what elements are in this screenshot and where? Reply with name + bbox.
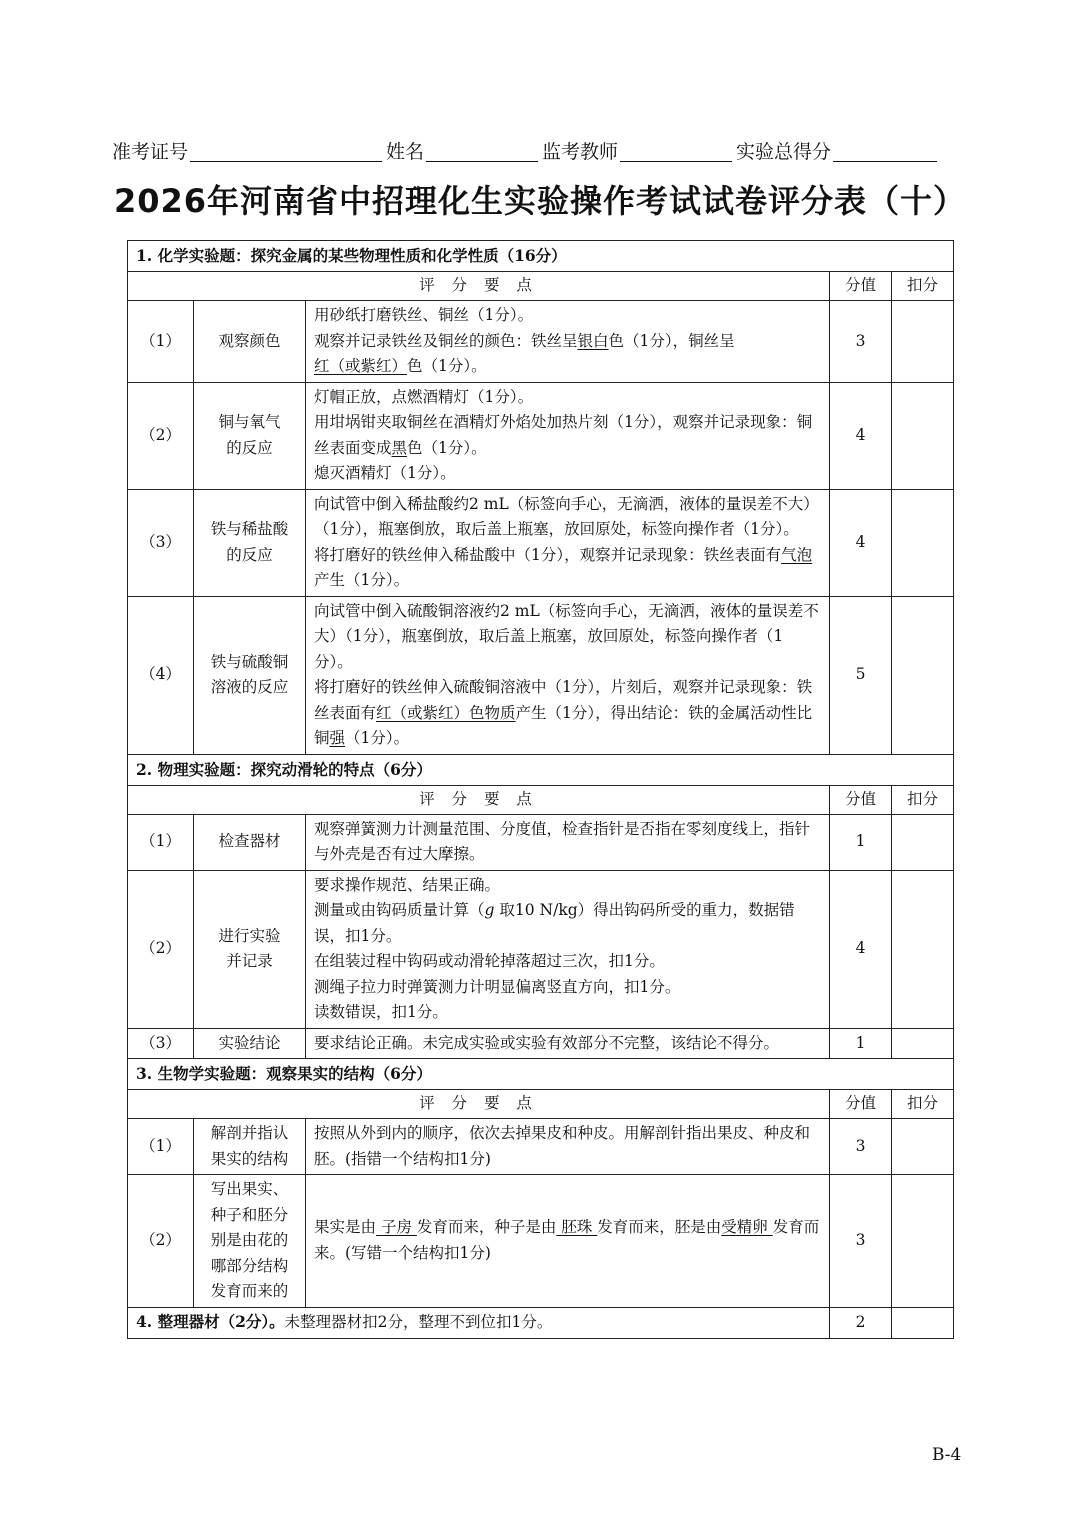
row-deduct-cell[interactable] bbox=[892, 870, 954, 1028]
row-points: 3 bbox=[830, 1119, 892, 1175]
name-label: 姓名 bbox=[386, 141, 425, 163]
proctor-field[interactable] bbox=[620, 139, 732, 162]
row-deduct-cell[interactable] bbox=[892, 1307, 954, 1338]
final-row-label: 4. 整理器材（2分）。 bbox=[136, 1312, 285, 1332]
final-row-criteria: 未整理器材扣2分，整理不到位扣1分。 bbox=[284, 1313, 553, 1332]
row-deduct-cell[interactable] bbox=[892, 301, 954, 383]
row-item: 铁与稀盐酸 的反应 bbox=[194, 489, 306, 596]
row-number: （2） bbox=[128, 870, 194, 1028]
row-item: 检查器材 bbox=[194, 814, 306, 870]
row-deduct-cell[interactable] bbox=[892, 814, 954, 870]
table-row bbox=[128, 596, 954, 754]
col-header-criteria: 评 分 要 点 bbox=[128, 272, 830, 301]
total-score-field[interactable] bbox=[833, 139, 937, 162]
row-points: 1 bbox=[830, 1028, 892, 1059]
row-deduct-cell[interactable] bbox=[892, 489, 954, 596]
page-number: B-4 bbox=[932, 1445, 962, 1465]
col-header-criteria: 评 分 要 点 bbox=[128, 1090, 830, 1119]
final-row-text bbox=[128, 1307, 830, 1338]
table-row bbox=[128, 301, 954, 383]
table-row bbox=[128, 814, 954, 870]
exam-no-field[interactable] bbox=[190, 139, 382, 162]
row-criteria: 要求结论正确。未完成实验或实验有效部分不完整，该结论不得分。 bbox=[306, 1028, 830, 1059]
row-number: （2） bbox=[128, 382, 194, 489]
exam-header-fields bbox=[112, 128, 982, 164]
exam-no-label: 准考证号 bbox=[112, 141, 189, 163]
table-row bbox=[128, 1028, 954, 1059]
col-header-deduct: 扣分 bbox=[892, 785, 954, 814]
row-points: 3 bbox=[830, 301, 892, 383]
col-header-criteria: 评 分 要 点 bbox=[128, 785, 830, 814]
row-deduct-cell[interactable] bbox=[892, 1175, 954, 1308]
row-criteria: 观察弹簧测力计测量范围、分度值，检查指针是否指在零刻度线上，指针与外壳是否有过大摩擦。 bbox=[306, 814, 830, 870]
row-criteria: 向试管中倒入硫酸铜溶液约2 mL（标签向手心，无滴洒，液体的量误差不大）（1分），瓶塞倒放，取后盖上瓶塞，放回原处，标签向操作者（1分）。 将打磨好的铁丝伸入硫酸铜溶液中（1分），片刻后，观察并记录现象：铁丝表面有红（或紫红）色物质产生（1分），得出结论：铁的金属活动性比铜强（1分）。 bbox=[306, 596, 830, 754]
table-row bbox=[128, 489, 954, 596]
row-criteria: 果实是由 子房 发育而来，种子是由 胚珠 发育而来，胚是由受精卵 发育而来。(写错一个结构扣1分) bbox=[306, 1175, 830, 1308]
row-number: （4） bbox=[128, 596, 194, 754]
col-header-score: 分值 bbox=[830, 785, 892, 814]
row-number: （1） bbox=[128, 301, 194, 383]
row-points: 4 bbox=[830, 870, 892, 1028]
table-row bbox=[128, 1307, 954, 1338]
row-number: （2） bbox=[128, 1175, 194, 1308]
proctor-label: 监考教师 bbox=[542, 141, 619, 163]
row-criteria: 用砂纸打磨铁丝、铜丝（1分）。 观察并记录铁丝及铜丝的颜色：铁丝呈银白色（1分），铜丝呈红（或紫红）色（1分）。 bbox=[306, 301, 830, 383]
row-number: （1） bbox=[128, 814, 194, 870]
row-criteria: 灯帽正放，点燃酒精灯（1分）。 用坩埚钳夹取铜丝在酒精灯外焰处加热片刻（1分），观察并记录现象：铜丝表面变成黑色（1分）。 熄灭酒精灯（1分）。 bbox=[306, 382, 830, 489]
row-item: 铁与硫酸铜 溶液的反应 bbox=[194, 596, 306, 754]
name-field[interactable] bbox=[426, 139, 538, 162]
row-item: 进行实验 并记录 bbox=[194, 870, 306, 1028]
row-number: （1） bbox=[128, 1119, 194, 1175]
row-deduct-cell[interactable] bbox=[892, 1028, 954, 1059]
table-row bbox=[128, 870, 954, 1028]
col-header-score: 分值 bbox=[830, 272, 892, 301]
page-title: 2026年河南省中招理化生实验操作考试试卷评分表（十） bbox=[113, 182, 967, 220]
row-points: 5 bbox=[830, 596, 892, 754]
section-title-chemistry: 1. 化学实验题：探究金属的某些物理性质和化学性质（16分） bbox=[128, 241, 954, 272]
section-title-physics: 2. 物理实验题：探究动滑轮的特点（6分） bbox=[128, 754, 954, 785]
table-row bbox=[128, 1119, 954, 1175]
row-item: 写出果实、 种子和胚分 别是由花的 哪部分结构 发育而来的 bbox=[194, 1175, 306, 1308]
row-points: 4 bbox=[830, 382, 892, 489]
row-deduct-cell[interactable] bbox=[892, 1119, 954, 1175]
row-item: 铜与氧气 的反应 bbox=[194, 382, 306, 489]
table-row bbox=[128, 382, 954, 489]
row-points: 4 bbox=[830, 489, 892, 596]
row-deduct-cell[interactable] bbox=[892, 596, 954, 754]
table-row bbox=[128, 1175, 954, 1308]
row-points: 2 bbox=[830, 1307, 892, 1338]
col-header-deduct: 扣分 bbox=[892, 272, 954, 301]
row-points: 3 bbox=[830, 1175, 892, 1308]
col-header-score: 分值 bbox=[830, 1090, 892, 1119]
row-criteria: 要求操作规范、结果正确。 测量或由钩码质量计算（g 取10 N/kg）得出钩码所受的重力，数据错误，扣1分。 在组装过程中钩码或动滑轮掉落超过三次，扣1分。 测绳子拉力时弹簧测力计明显偏离竖直方向，扣1分。 读数错误，扣1分。 bbox=[306, 870, 830, 1028]
row-item: 实验结论 bbox=[194, 1028, 306, 1059]
row-criteria: 按照从外到内的顺序，依次去掉果皮和种皮。用解剖针指出果皮、种皮和胚。(指错一个结构扣1分) bbox=[306, 1119, 830, 1175]
row-deduct-cell[interactable] bbox=[892, 382, 954, 489]
row-criteria: 向试管中倒入稀盐酸约2 mL（标签向手心，无滴洒，液体的量误差不大）（1分），瓶塞倒放，取后盖上瓶塞，放回原处，标签向操作者（1分）。 将打磨好的铁丝伸入稀盐酸中（1分），观察并记录现象：铁丝表面有气泡产生（1分）。 bbox=[306, 489, 830, 596]
section-title-biology: 3. 生物学实验题：观察果实的结构（6分） bbox=[128, 1059, 954, 1090]
row-number: （3） bbox=[128, 489, 194, 596]
row-number: （3） bbox=[128, 1028, 194, 1059]
col-header-deduct: 扣分 bbox=[892, 1090, 954, 1119]
scoring-table bbox=[127, 240, 954, 1339]
row-item: 解剖并指认 果实的结构 bbox=[194, 1119, 306, 1175]
row-item: 观察颜色 bbox=[194, 301, 306, 383]
total-score-label: 实验总得分 bbox=[736, 141, 832, 163]
row-points: 1 bbox=[830, 814, 892, 870]
